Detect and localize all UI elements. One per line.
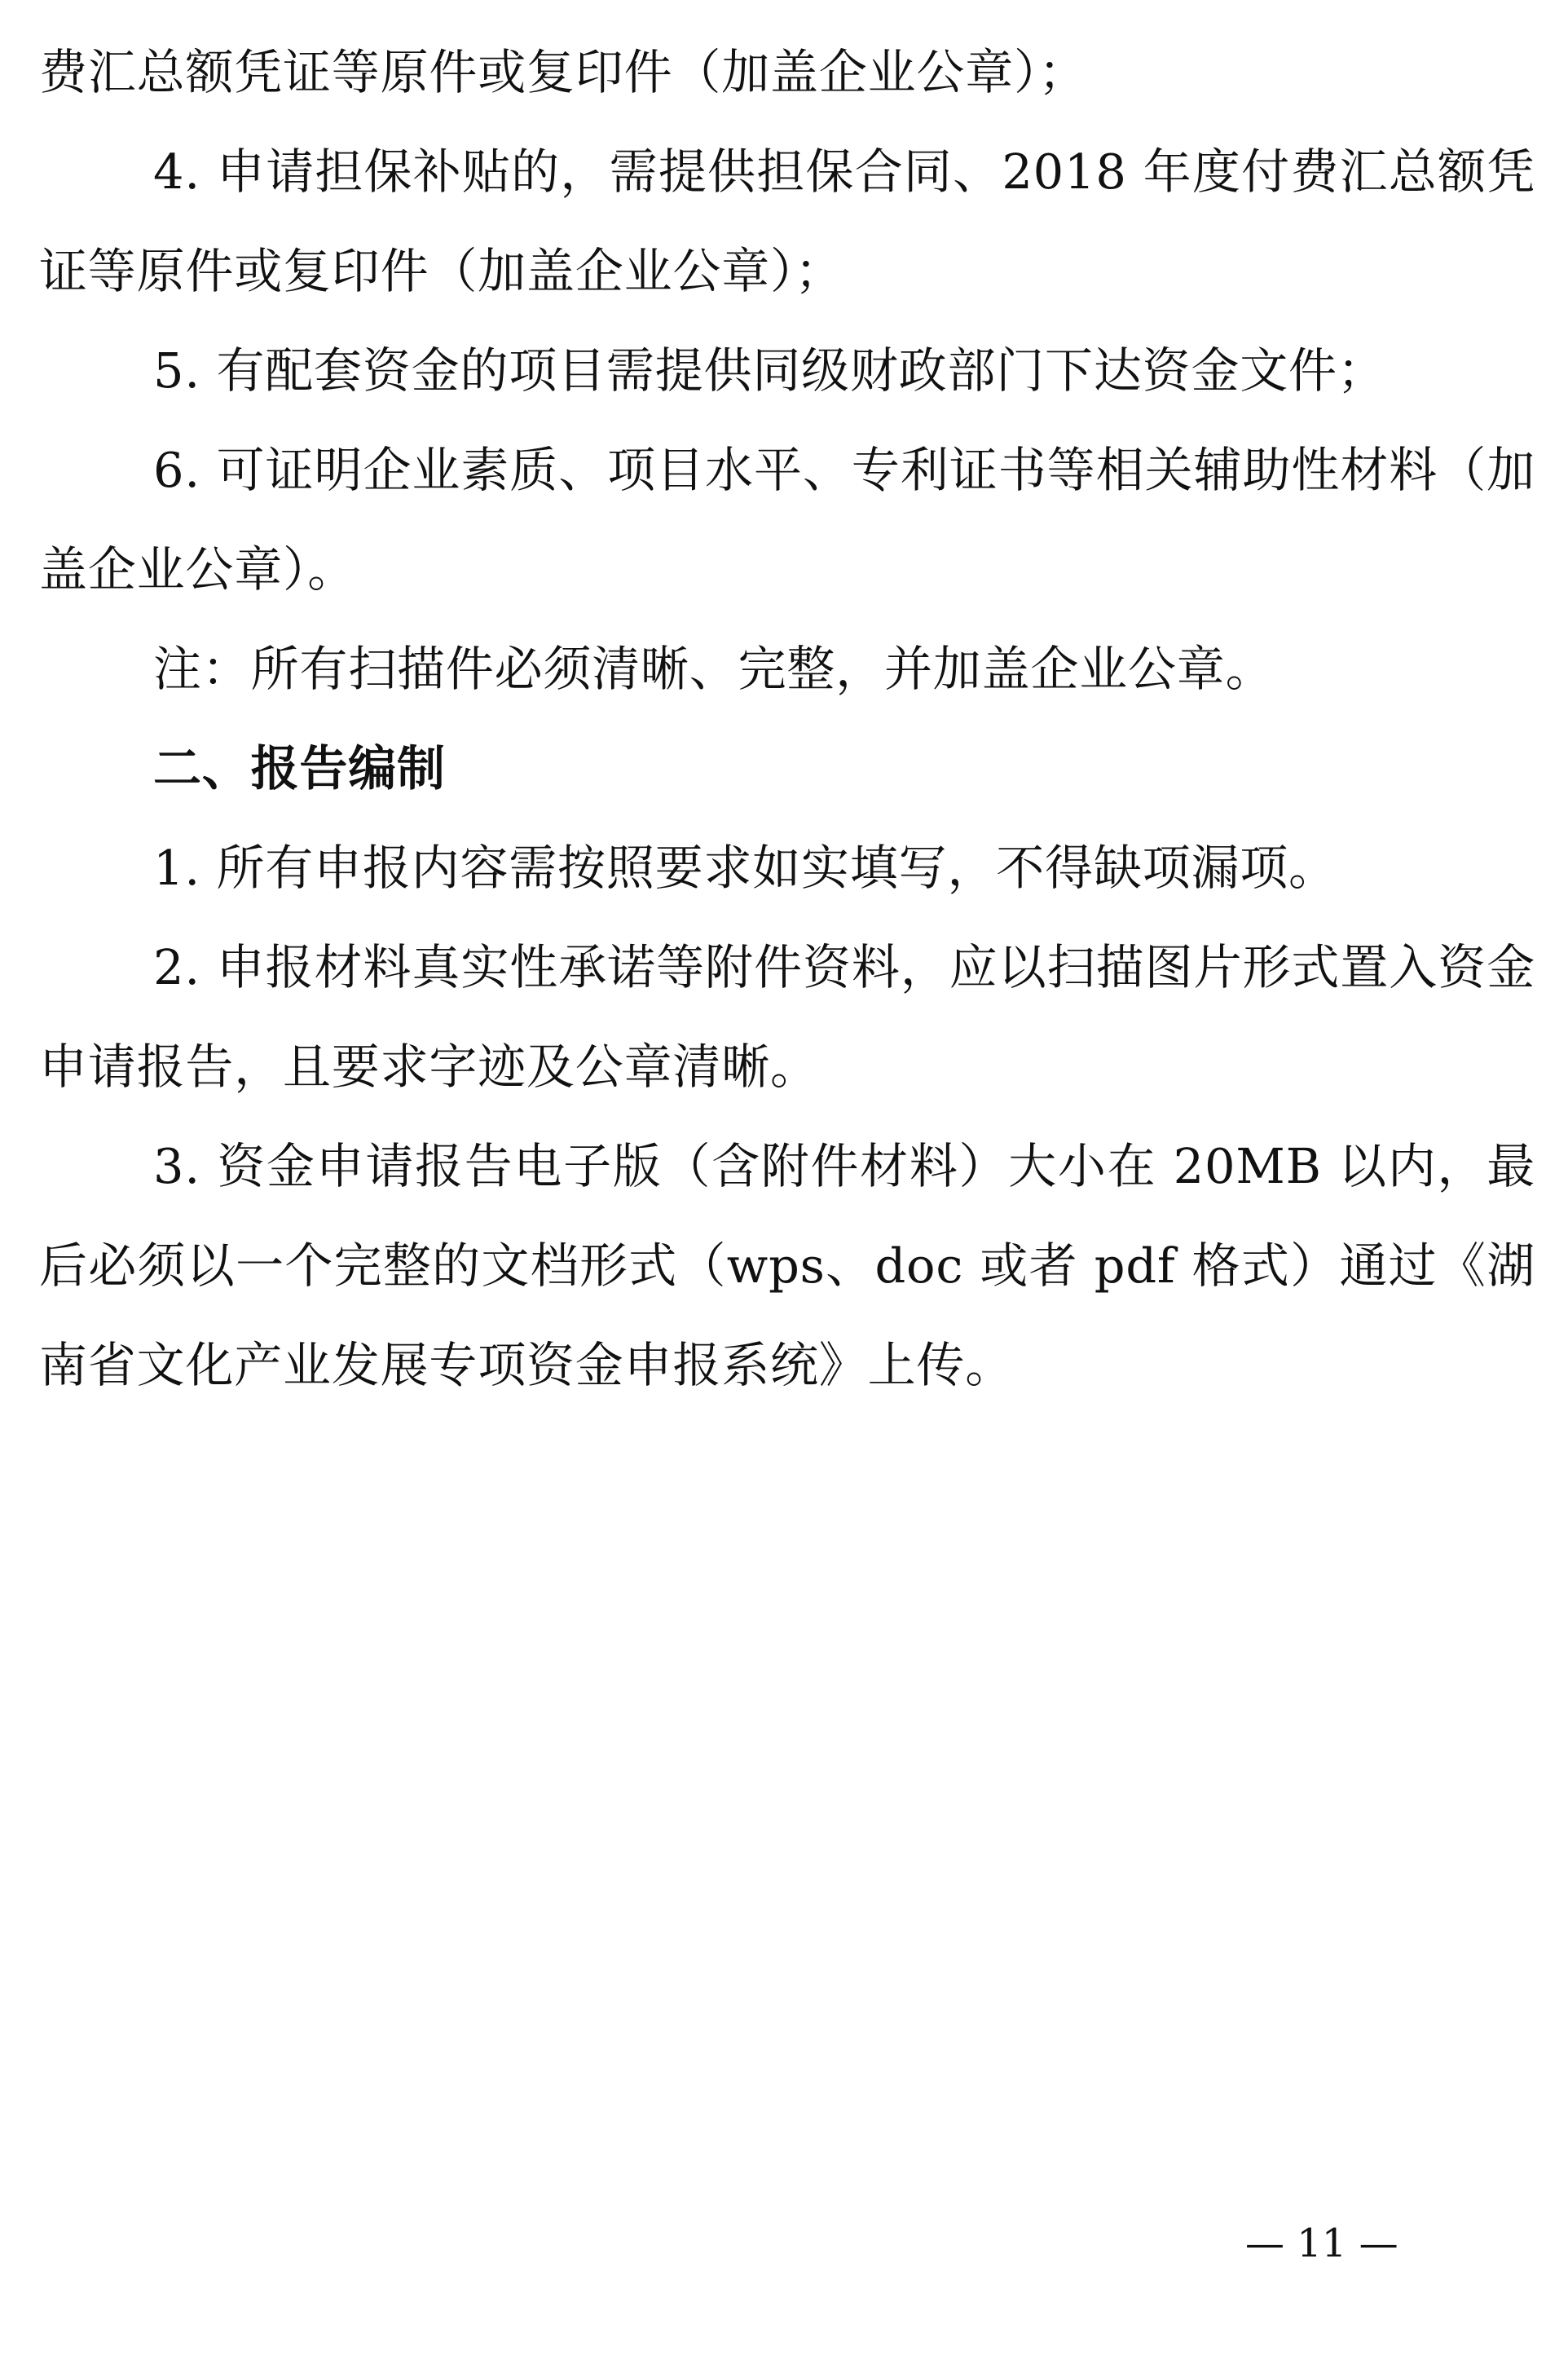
list-item-5: 5. 有配套资金的项目需提供同级财政部门下达资金文件；: [153, 342, 1386, 399]
section-heading: 二、报告编制: [153, 740, 446, 796]
list-item-3: 3. 资金申请报告电子版（含附件材料）大小在 20MB 以内，最后必须以一个完整的文档形式（wps、doc 或者 pdf 格式）通过《湖南省文化产业发展专项资金申报系统》上传。: [39, 1138, 1535, 1393]
list-item-6: 6. 可证明企业素质、项目水平、专利证书等相关辅助性材料（加盖企业公章）。: [39, 442, 1535, 598]
document-body: [39, 23, 1535, 1415]
list-item-4: 4. 申请担保补贴的，需提供担保合同、2018 年度付费汇总额凭证等原件或复印件（加盖企业公章）；: [39, 143, 1535, 299]
page-number: — 11 —: [1245, 2221, 1398, 2266]
list-item-1: 1. 所有申报内容需按照要求如实填写，不得缺项漏项。: [153, 840, 1337, 896]
note-paragraph: 注：所有扫描件必须清晰、完整，并加盖企业公章。: [153, 641, 1275, 697]
list-item-2: 2. 申报材料真实性承诺等附件资料，应以扫描图片形式置入资金申请报告，且要求字迹及公章清晰。: [39, 939, 1535, 1095]
paragraph-continuation: 费汇总额凭证等原件或复印件（加盖企业公章）；: [39, 44, 1088, 100]
